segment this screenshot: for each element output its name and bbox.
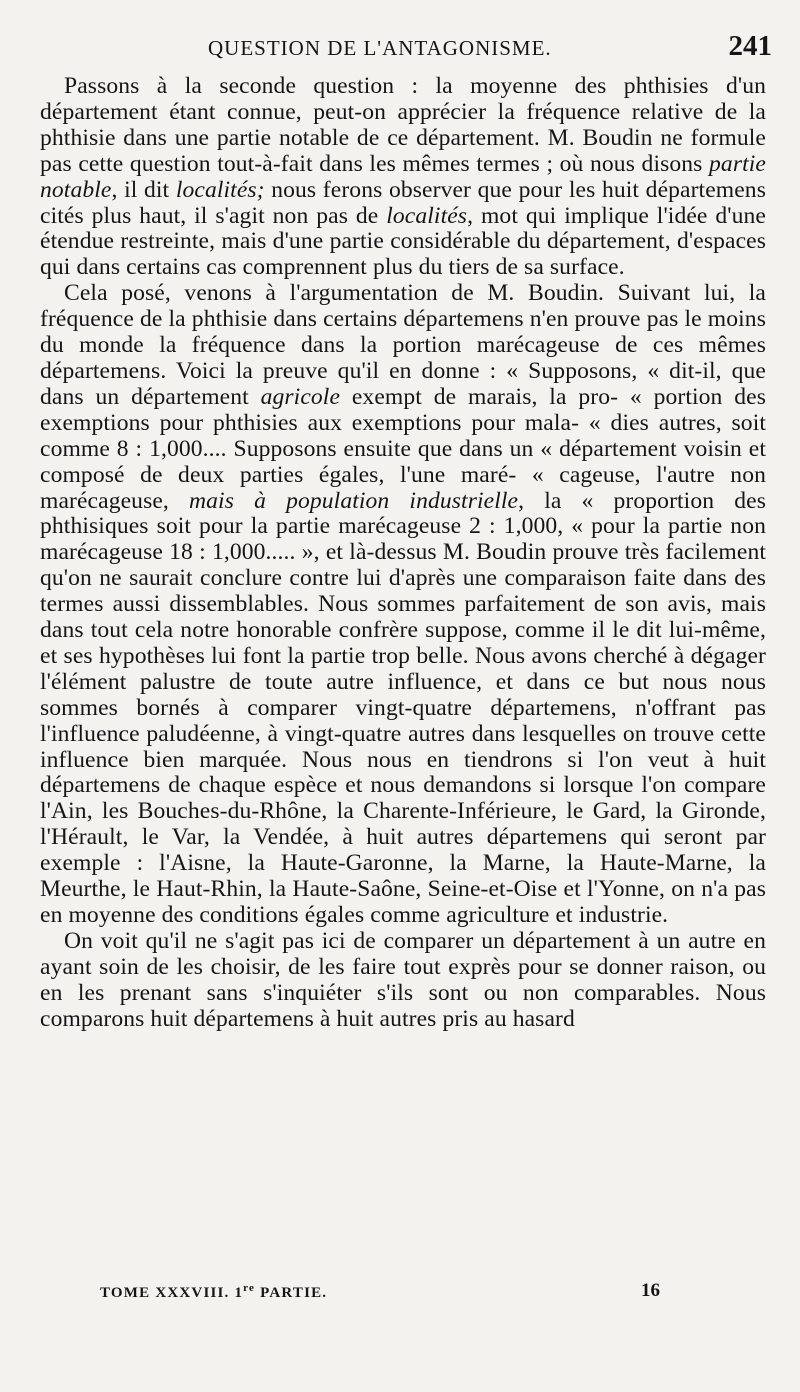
signature-suffix: PARTIE. — [255, 1285, 328, 1301]
italic-term: localités — [386, 202, 468, 229]
italic-term: agricole — [260, 383, 341, 410]
italic-term: partie notable — [40, 150, 766, 203]
signature-mark — [100, 1282, 327, 1302]
paragraph — [40, 281, 766, 929]
running-head-title: QUESTION DE L'ANTAGONISME. — [208, 36, 552, 60]
text-run: , la « proportion des phthisiques soit pour la partie marécageuse 2 : 1,000, « pour la partie non marécageuse 18 : 1,000..... », et là-dessus M. Boudin prouve très facilement qu'on ne saurait conclure contre lui d'après une comparaison faite dans des termes aussi dissemblables. Nous sommes parfaitement de son avis, mais dans tout cela notre honorable confrère suppose, comme il le dit lui-même, et ses hypothèses lui font la partie trop belle. Nous avons cherché à dégager l'élément palustre de toute autre influence, et dans ce but nous nous sommes bornés à comparer vingt-quatre départemens, n'offrant pas l'influence paludéenne, à vingt-quatre autres dans lesquelles on trouve cette influence bien marquée. Nous nous en tiendrons si l'on veut à huit départemens de chaque espèce et nous demandons si lorsque l'on compare l'Ain, les Bouches-du-Rhône, la Charente-Inférieure, le Gard, la Gironde, l'Hérault, le Var, la Vendée, à huit autres départemens qui seront par exemple : l'Aisne, la Haute-Garonne, la Marne, la Haute-Marne, la Meurthe, le Haut-Rhin, la Haute-Saône, Seine-et-Oise et l'Yonne, on n'a pas en moyenne des conditions égales comme agriculture et industrie. — [40, 487, 766, 928]
body-text — [40, 74, 766, 1033]
gathering-number: 16 — [641, 1280, 660, 1301]
page-footer — [100, 1282, 660, 1312]
running-head — [36, 30, 772, 70]
paragraph — [40, 74, 766, 281]
text-run: Passons à la seconde question : la moyenne des phthisies d'un département étant connue, peut-on apprécier la fréquence relative de la phthisie dans une partie notable de ce département. M. Boudin ne formule pas cette question tout-à-fait dans les mêmes termes ; où nous disons — [40, 73, 766, 177]
page-number: 241 — [728, 30, 772, 62]
italic-term: localités; — [175, 176, 265, 203]
paragraph — [40, 929, 766, 1033]
signature-superscript: re — [243, 1282, 256, 1294]
text-run: exempt de marais, la pro- « portion des exemptions pour phthisies aux exemptions pour mala- « dies autres, soit comme 8 : 1,000.... Supposons ensuite que dans un « département voisin et composé de deux parties égales, l'une maré- « cageuse, l'autre non marécageuse, — [40, 383, 766, 514]
text-run: , il dit — [111, 176, 176, 203]
signature-prefix: TOME XXXVIII. 1 — [100, 1285, 244, 1301]
text-run: nous ferons observer que pour les huit départemens cités plus haut, il s'agit non pas de — [40, 176, 766, 229]
text-run: On voit qu'il ne s'agit pas ici de comparer un département à un autre en ayant soin de les choisir, de les faire tout exprès pour se donner raison, ou en les prenant sans s'inquiéter s'ils sont ou non comparables. Nous comparons huit départemens à huit autres pris au hasard — [40, 927, 766, 1032]
italic-term: mais à population industrielle — [189, 487, 519, 514]
text-run: Cela posé, venons à l'argumentation de M. Boudin. Suivant lui, la fréquence de la phthisie dans certains départemens n'en prouve pas le moins du monde la fréquence dans la portion marécageuse de ces mêmes départemens. Voici la preuve qu'il en donne : « Supposons, « dit-il, que dans un département — [40, 280, 766, 410]
text-run: , mot qui implique l'idée d'une étendue restreinte, mais d'une partie considérable du département, d'espaces qui dans certains cas comprennent plus du tiers de sa surface. — [40, 202, 766, 281]
